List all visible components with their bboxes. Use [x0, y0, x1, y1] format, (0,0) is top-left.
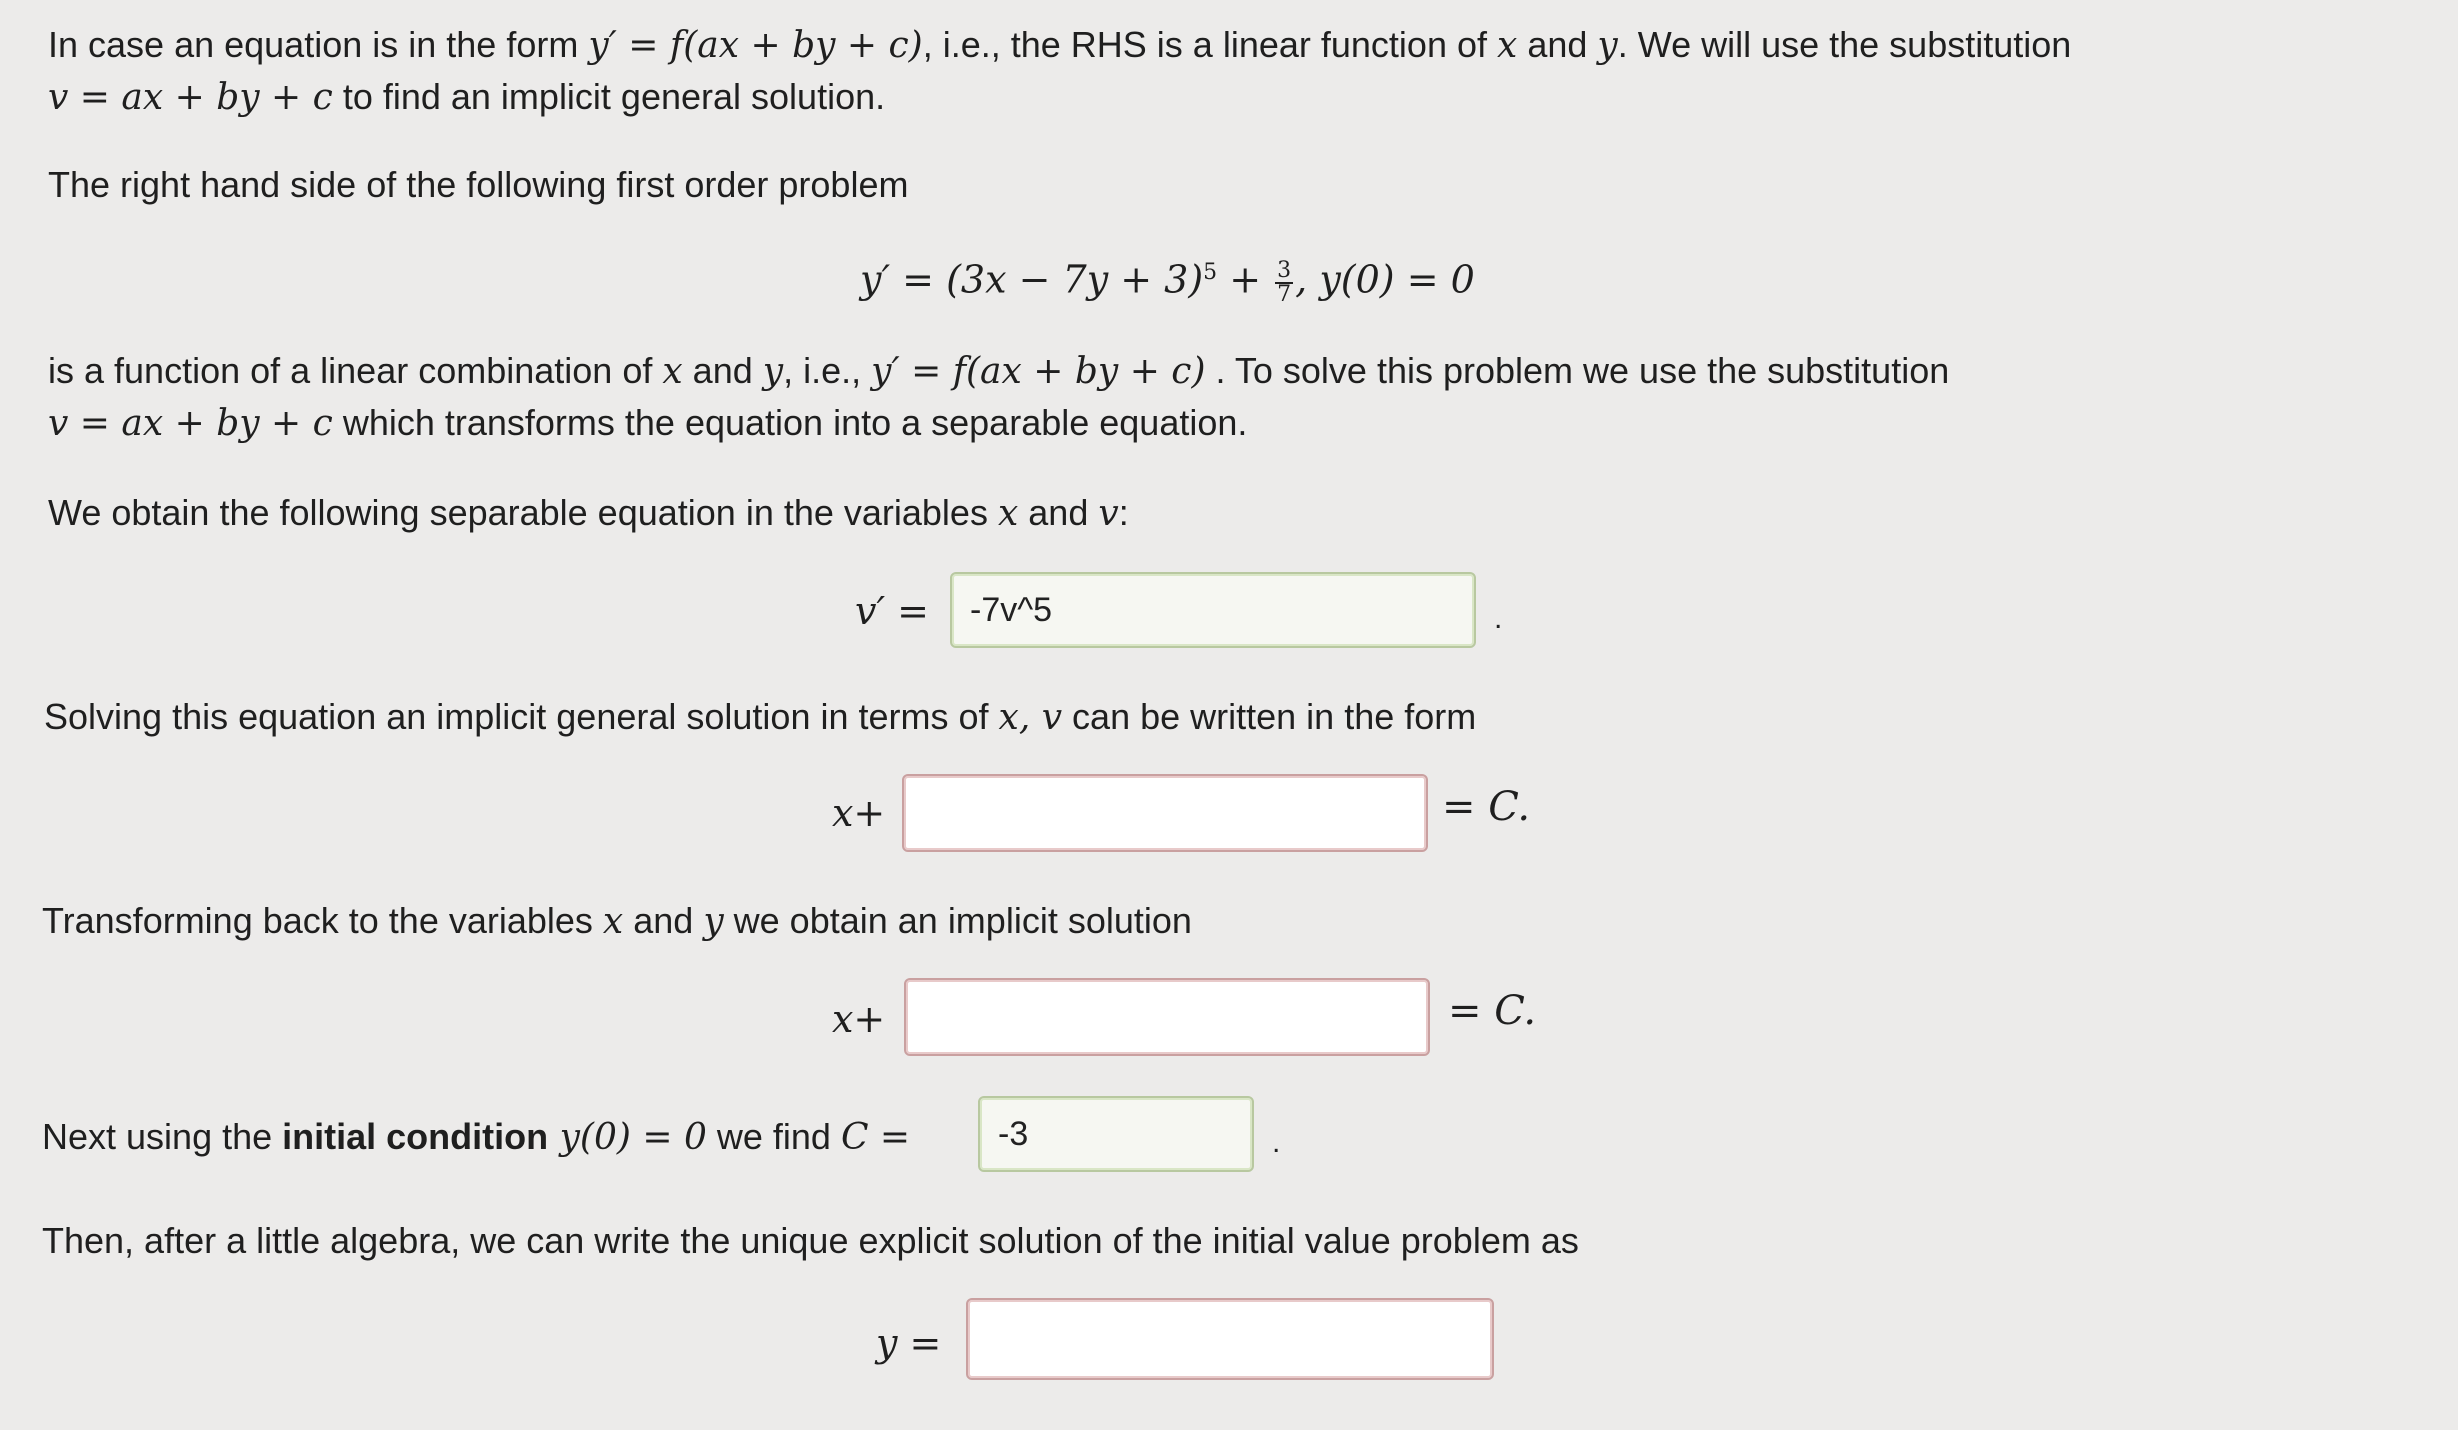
- separable-text: :: [1118, 492, 1129, 533]
- implicit-v-text: can be written in the form: [1062, 696, 1477, 737]
- fraction-denominator: 7: [1277, 282, 1292, 308]
- intro-text: , i.e., the RHS is a linear function of: [922, 24, 1497, 65]
- para2-text: is a function of a linear combination of: [48, 350, 663, 391]
- initial-condition-bold: initial condition: [282, 1116, 549, 1157]
- constant-c-answer-input[interactable]: [978, 1096, 1254, 1172]
- fraction-numerator: 3: [1277, 258, 1292, 284]
- var-v: v: [1098, 493, 1119, 534]
- separable-text: We obtain the following separable equation in the variables: [48, 492, 998, 533]
- para2-equation: y′ = f(ax + by + c): [871, 351, 1206, 392]
- intro-text: and: [1517, 24, 1598, 65]
- intro-text: In case an equation is in the form: [48, 24, 589, 65]
- var-x: x: [1497, 25, 1518, 66]
- problem-lead-text: The right hand side of the following first order problem: [48, 164, 909, 205]
- separable-lhs: v′ =: [855, 589, 930, 633]
- var-x: x: [602, 901, 624, 942]
- para2-line-1: [48, 348, 1949, 395]
- para2-text: which transforms the equation into a separable equation.: [332, 402, 1248, 443]
- intro-equation: y′ = f(ax + by + c): [588, 25, 923, 66]
- intro-line-1: [48, 22, 2071, 69]
- para2-text: , i.e.,: [783, 350, 872, 391]
- initial-period: .: [1272, 1126, 1281, 1159]
- ode-exponent: 5: [1203, 260, 1218, 285]
- implicit-xy-lhs: x+: [832, 997, 886, 1041]
- implicit-xy-rhs: = C.: [1448, 988, 1537, 1034]
- explicit-lhs: y =: [876, 1321, 942, 1365]
- substitution-equation: v = ax + by + c: [48, 77, 333, 118]
- vars-x-v: x, v: [998, 697, 1063, 738]
- explicit-lead: [42, 1218, 1579, 1264]
- implicit-v-text: Solving this equation an implicit general solution in terms of: [44, 696, 999, 737]
- initial-lead: [42, 1114, 910, 1161]
- implicit-v-rhs: = C.: [1442, 784, 1531, 830]
- var-y: y: [703, 901, 724, 942]
- initial-condition-eq: y(0) = 0: [548, 1117, 707, 1158]
- implicit-v-lhs: x+: [832, 791, 886, 835]
- implicit-v-lead: [44, 694, 1476, 741]
- var-x: x: [662, 351, 683, 392]
- ode-equation: [860, 250, 1475, 306]
- ode-plus: +: [1217, 257, 1274, 302]
- problem-lead: [48, 162, 908, 208]
- ode-lhs: y′ = (3x − 7y + 3): [860, 257, 1204, 302]
- intro-text: to find an implicit general solution.: [332, 76, 886, 117]
- implicit-v-answer-input[interactable]: [902, 774, 1428, 852]
- var-x: x: [997, 493, 1019, 534]
- separable-lead: [48, 490, 1129, 537]
- substitution-equation: v = ax + by + c: [48, 403, 333, 444]
- var-y: y: [1597, 25, 1618, 66]
- separable-period: .: [1494, 602, 1503, 635]
- para2-text: and: [682, 350, 763, 391]
- initial-text: we find: [706, 1116, 841, 1157]
- separable-text: and: [1018, 492, 1099, 533]
- implicit-xy-answer-input[interactable]: [904, 978, 1430, 1056]
- para2-line-2: [48, 400, 1247, 447]
- constant-c-label: C =: [840, 1117, 911, 1158]
- intro-line-2: [48, 74, 885, 121]
- explicit-text: Then, after a little algebra, we can write the unique explicit solution of the initial value problem as: [42, 1220, 1579, 1261]
- initial-text: Next using the: [42, 1116, 283, 1157]
- explicit-answer-input[interactable]: [966, 1298, 1494, 1380]
- ode-fraction: [1275, 260, 1293, 306]
- implicit-xy-text: we obtain an implicit solution: [723, 900, 1192, 941]
- implicit-xy-text: Transforming back to the variables: [42, 900, 603, 941]
- para2-text: . To solve this problem we use the substitution: [1205, 350, 1950, 391]
- implicit-xy-lead: [42, 898, 1192, 945]
- intro-text: . We will use the substitution: [1617, 24, 2072, 65]
- var-y: y: [762, 351, 784, 392]
- initial-condition: , y(0) = 0: [1295, 257, 1475, 302]
- implicit-xy-text: and: [623, 900, 704, 941]
- separable-answer-input[interactable]: [950, 572, 1476, 648]
